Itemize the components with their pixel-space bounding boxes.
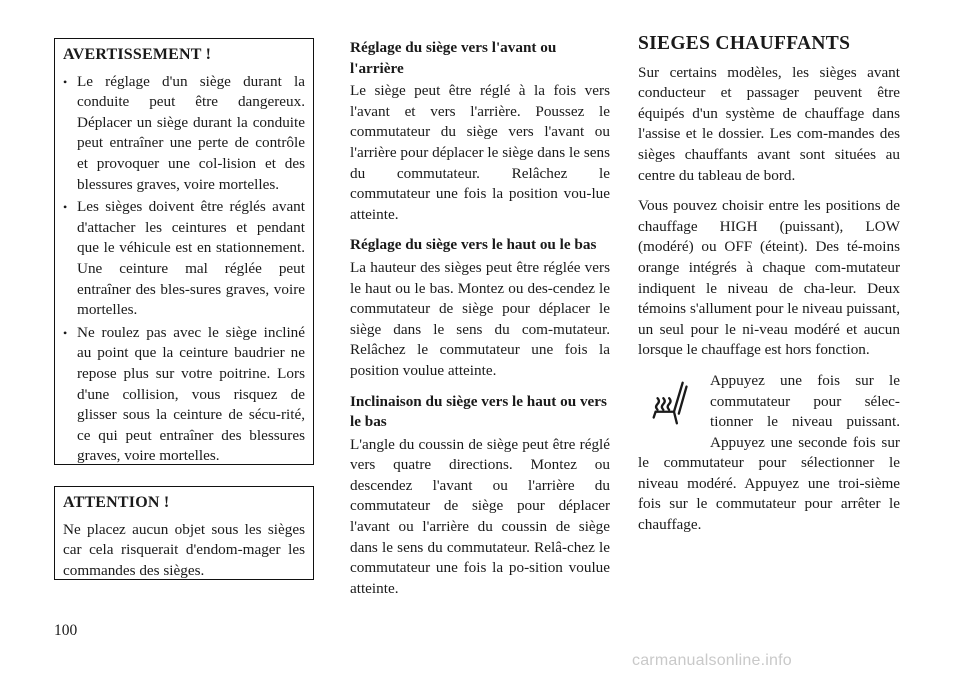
paragraph: Appuyez une fois sur le commutateur pour sélec-tionner le niveau puissant. Appuyez une seconde fois sur le commutateur pour sélectionner le niveau modéré. Appuyez une troi-sième fois sur le commutateur pour arrêter le chauffage.: [638, 371, 900, 534]
heated-seat-instruction: [638, 371, 900, 536]
right-column: [638, 34, 900, 546]
section-heading: Inclinaison du siège vers le haut ou vers le bas: [350, 392, 607, 431]
bullet-icon: •: [63, 74, 68, 89]
warning-title: AVERTISSEMENT !: [63, 46, 212, 63]
bullet-icon: •: [63, 325, 68, 340]
section-body: Le siège peut être réglé à la fois vers l'avant et vers l'arrière. Poussez le commutateur du siège vers l'avant ou l'arrière pour déplacer le siège dans le sens du commutateur. Relâchez le commutateur une fois la position vou-lue atteinte.: [350, 82, 610, 223]
warning-list: [63, 72, 305, 467]
paragraph: Sur certains modèles, les sièges avant conducteur et passager peuvent être équipés d'un système de chauffage dans l'assise et le dossier. Les com-mandes des sièges chauffants avant sont situées au centre du tableau de bord.: [638, 63, 900, 184]
section-body: L'angle du coussin de siège peut être réglé vers quatre directions. Montez ou descendez l'avant ou l'arrière du commutateur de siège pour déplacer l'avant ou l'arrière du coussin de siège dans le sens du commutateur. Relâ-chez le commutateur une fois la po-sition voulue atteinte.: [350, 435, 610, 597]
warning-item: • Ne roulez pas avec le siège incliné au point que la ceinture baudrier ne repose plus sur votre poitrine. Lors d'une collision, vous risquez de glisser sous la ceinture de sécu-rité, ce qui peut entraîner des blessures graves, voire mortelles.: [63, 323, 305, 465]
paragraph: Vous pouvez choisir entre les positions de chauffage HIGH (puissant), LOW (modéré) ou OFF (éteint). Des té-moins orange intégrés à chaque com-mutateur indiquent le niveau de cha-leur. Deux témoins s'allument pour le niveau puissant, un seul pour le ni-veau modéré et aucun lorsque le chauffage est hors fonction.: [638, 197, 900, 359]
section-heading: Réglage du siège vers l'avant ou l'arrière: [350, 39, 557, 77]
heated-seat-icon: [644, 375, 702, 433]
page-number: 100: [54, 622, 78, 639]
section-body: La hauteur des sièges peut être réglée vers le haut ou le bas. Montez ou des-cendez le commutateur de siège pour déplacer le siège dans le sens du com-mutateur. Relâchez le commutateur une fois la position voulue atteinte.: [350, 258, 610, 379]
attention-title: ATTENTION !: [63, 494, 170, 511]
middle-column: [350, 38, 610, 609]
attention-text: Ne placez aucun objet sous les sièges car cela risquerait d'endom-mager les commandes des sièges.: [63, 520, 305, 579]
left-column: [54, 38, 314, 580]
section-heading: Réglage du siège vers le haut ou le bas: [350, 236, 597, 254]
warning-item: • Le réglage d'un siège durant la conduite peut être dangereux. Déplacer un siège durant la conduite peut entraîner une perte de contrôle et provoquer une col-lision et des blessures graves, voire mortelles.: [63, 72, 305, 193]
watermark: carmanualsonline.info: [632, 652, 792, 669]
warning-item: • Les sièges doivent être réglés avant d'attacher les ceintures et pendant que le véhicule est en stationnement. Une ceinture mal réglée peut entraîner des bles-sures graves, voire mortelles.: [63, 198, 305, 319]
bullet-icon: •: [63, 200, 68, 215]
attention-box: [54, 486, 314, 580]
section-title: SIEGES CHAUFFANTS: [638, 33, 851, 54]
warning-box: [54, 38, 314, 465]
